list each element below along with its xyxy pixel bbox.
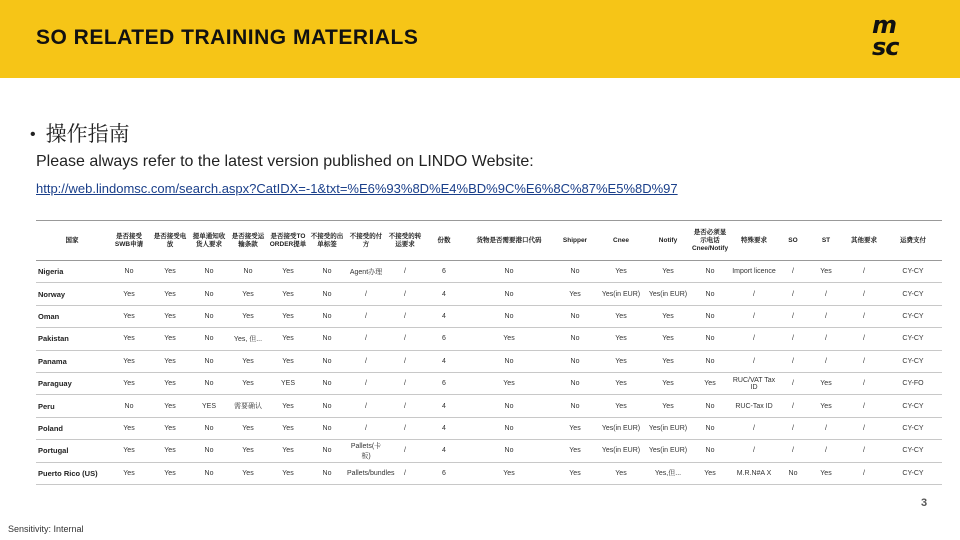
table-cell: 4: [424, 395, 464, 417]
table-cell: /: [778, 305, 808, 327]
table-cell: Yes: [646, 305, 690, 327]
table-row: [36, 462, 942, 484]
table-cell: Yes: [464, 328, 554, 350]
column-header: 国家: [36, 221, 108, 261]
table-cell: /: [730, 440, 778, 462]
table-cell: YES: [190, 395, 228, 417]
table-row: [36, 328, 942, 350]
table-cell: /: [386, 462, 424, 484]
table-cell: No: [778, 462, 808, 484]
table-cell: CY-CY: [884, 462, 942, 484]
page-title: SO RELATED TRAINING MATERIALS: [36, 26, 419, 49]
column-header: Cnee: [596, 221, 646, 261]
table-cell: M.R.N#A X: [730, 462, 778, 484]
table-cell: 6: [424, 261, 464, 283]
table-cell: /: [778, 440, 808, 462]
table-cell: /: [808, 350, 844, 372]
table-cell: /: [346, 395, 386, 417]
table-cell: No: [308, 395, 346, 417]
table-cell: Yes: [108, 462, 150, 484]
table-cell: /: [844, 328, 884, 350]
table-cell: Yes: [228, 372, 268, 394]
table-cell: Yes: [268, 305, 308, 327]
table-cell: Yes: [646, 261, 690, 283]
table-cell: /: [346, 350, 386, 372]
table-cell: CY-CY: [884, 395, 942, 417]
table-cell: CY-CY: [884, 328, 942, 350]
table-cell: Import licence: [730, 261, 778, 283]
table-cell: /: [386, 305, 424, 327]
table-cell: /: [778, 417, 808, 439]
column-header: 是否接受运输条款: [228, 221, 268, 261]
table-row: [36, 372, 942, 394]
table-cell: /: [346, 305, 386, 327]
intro-text: Please always refer to the latest version published on LINDO Website:: [36, 153, 534, 170]
table-cell: Yes: [108, 305, 150, 327]
table-cell: /: [778, 350, 808, 372]
table-cell: Yes: [596, 305, 646, 327]
table-cell: Yes: [228, 417, 268, 439]
table-cell: No: [190, 261, 228, 283]
table-cell: Yes(in EUR): [646, 417, 690, 439]
table-cell: YES: [268, 372, 308, 394]
lindo-website-link[interactable]: http://web.lindomsc.com/search.aspx?CatIDX=-1&txt=%E6%93%8D%E4%BD%9C%E6%8C%87%E5%8D%97: [36, 181, 678, 196]
table-cell: No: [308, 462, 346, 484]
table-cell: /: [730, 350, 778, 372]
table-cell: 4: [424, 440, 464, 462]
table-cell: 4: [424, 305, 464, 327]
table-cell: /: [808, 328, 844, 350]
table-cell: No: [108, 395, 150, 417]
table-cell: 6: [424, 372, 464, 394]
table-cell: No: [464, 305, 554, 327]
table-cell: /: [730, 305, 778, 327]
country-cell: Nigeria: [36, 261, 108, 283]
table-cell: 需要确认: [228, 395, 268, 417]
table-cell: CY-FO: [884, 372, 942, 394]
table-row: [36, 395, 942, 417]
country-cell: Panama: [36, 350, 108, 372]
table-cell: Yes: [268, 440, 308, 462]
table-row: [36, 283, 942, 305]
logo-line-2: sc: [872, 33, 899, 61]
table-cell: Yes: [150, 462, 190, 484]
table-cell: /: [730, 283, 778, 305]
table-cell: /: [346, 328, 386, 350]
column-header: 货物是否需要港口代码: [464, 221, 554, 261]
column-header: 提单通知收货人要求: [190, 221, 228, 261]
table-cell: Yes: [150, 328, 190, 350]
table-cell: Pallets/bundles: [346, 462, 386, 484]
table-cell: Yes: [554, 462, 596, 484]
table-cell: Yes: [228, 440, 268, 462]
table-cell: No: [190, 440, 228, 462]
table-cell: No: [190, 328, 228, 350]
table-cell: Yes: [108, 350, 150, 372]
table-cell: /: [808, 417, 844, 439]
table-cell: Yes: [108, 417, 150, 439]
table-cell: /: [386, 395, 424, 417]
table-cell: 6: [424, 462, 464, 484]
country-cell: Norway: [36, 283, 108, 305]
table-cell: /: [346, 283, 386, 305]
table-cell: Yes: [108, 372, 150, 394]
table-cell: Yes(in EUR): [596, 440, 646, 462]
table-row: [36, 305, 942, 327]
table-cell: No: [190, 372, 228, 394]
table-cell: No: [690, 440, 730, 462]
table-cell: No: [554, 395, 596, 417]
table-cell: /: [844, 440, 884, 462]
table-cell: No: [690, 261, 730, 283]
table-cell: CY-CY: [884, 440, 942, 462]
table-cell: Yes(in EUR): [596, 417, 646, 439]
table-cell: No: [190, 417, 228, 439]
table-cell: No: [690, 417, 730, 439]
table-cell: Yes: [690, 462, 730, 484]
table-cell: Yes, 但...: [228, 328, 268, 350]
table-cell: No: [108, 261, 150, 283]
table-row: [36, 440, 942, 462]
table-header-row: [36, 221, 942, 261]
table-cell: Yes: [150, 283, 190, 305]
table-cell: No: [190, 350, 228, 372]
table-cell: /: [386, 417, 424, 439]
column-header: 是否必须显示电话Cnee/Notify: [690, 221, 730, 261]
table-cell: No: [308, 305, 346, 327]
table-cell: No: [464, 440, 554, 462]
table-cell: /: [844, 462, 884, 484]
table-cell: /: [386, 372, 424, 394]
table-cell: 4: [424, 417, 464, 439]
table-cell: Yes(in EUR): [596, 283, 646, 305]
table-cell: Yes: [268, 417, 308, 439]
table-cell: No: [464, 417, 554, 439]
table-cell: Yes: [150, 305, 190, 327]
table-cell: No: [464, 261, 554, 283]
table-cell: /: [346, 417, 386, 439]
country-cell: Paraguay: [36, 372, 108, 394]
table-cell: Yes: [596, 328, 646, 350]
table-row: [36, 261, 942, 283]
table-cell: /: [844, 417, 884, 439]
column-header: ST: [808, 221, 844, 261]
table-cell: Yes: [596, 350, 646, 372]
table-cell: Yes: [150, 372, 190, 394]
table-cell: /: [730, 328, 778, 350]
table-cell: Yes: [268, 395, 308, 417]
table-cell: /: [386, 261, 424, 283]
table-cell: Yes: [228, 350, 268, 372]
table-cell: Yes: [228, 283, 268, 305]
bullet-dot-icon: •: [30, 126, 36, 144]
table-cell: 4: [424, 350, 464, 372]
table-cell: CY-CY: [884, 305, 942, 327]
column-header: Notify: [646, 221, 690, 261]
table-cell: /: [844, 372, 884, 394]
table-cell: /: [844, 283, 884, 305]
sensitivity-label: Sensitivity: Internal: [8, 524, 84, 534]
column-header: 是否接受电放: [150, 221, 190, 261]
table-cell: /: [808, 440, 844, 462]
table-cell: No: [554, 350, 596, 372]
table-cell: Pallets(卡板): [346, 440, 386, 462]
country-cell: Poland: [36, 417, 108, 439]
table-cell: No: [308, 328, 346, 350]
table-row: [36, 350, 942, 372]
table-cell: No: [308, 261, 346, 283]
table-cell: No: [690, 283, 730, 305]
table-cell: RUC/VAT Tax ID: [730, 372, 778, 394]
country-cell: Puerto Rico (US): [36, 462, 108, 484]
table-cell: Yes: [150, 395, 190, 417]
table-cell: Yes: [464, 372, 554, 394]
column-header: Shipper: [554, 221, 596, 261]
table-cell: Yes: [108, 283, 150, 305]
column-header: 份数: [424, 221, 464, 261]
column-header: SO: [778, 221, 808, 261]
table-cell: Yes: [596, 462, 646, 484]
bullet-title: 操作指南: [45, 123, 130, 146]
table-cell: No: [690, 395, 730, 417]
country-cell: Portugal: [36, 440, 108, 462]
table-cell: Yes: [646, 328, 690, 350]
column-header: 不接受的转运要求: [386, 221, 424, 261]
column-header: 不接受的出单标签: [308, 221, 346, 261]
country-cell: Oman: [36, 305, 108, 327]
column-header: 特殊要求: [730, 221, 778, 261]
table-cell: Yes: [646, 350, 690, 372]
table-cell: Yes: [646, 372, 690, 394]
table-cell: 4: [424, 283, 464, 305]
table-cell: Yes: [268, 261, 308, 283]
table-cell: No: [308, 440, 346, 462]
table-cell: Yes(in EUR): [646, 283, 690, 305]
table-cell: No: [690, 328, 730, 350]
column-header: 其他要求: [844, 221, 884, 261]
table-cell: Yes: [150, 417, 190, 439]
requirements-table-image: [36, 220, 946, 490]
table-cell: Yes: [150, 440, 190, 462]
country-cell: Peru: [36, 395, 108, 417]
country-cell: Pakistan: [36, 328, 108, 350]
table-cell: /: [778, 283, 808, 305]
table-cell: CY-CY: [884, 261, 942, 283]
table-cell: Yes: [808, 372, 844, 394]
table-cell: 6: [424, 328, 464, 350]
column-header: 运费支付: [884, 221, 942, 261]
table-cell: /: [844, 350, 884, 372]
table-cell: /: [808, 283, 844, 305]
table-cell: /: [844, 305, 884, 327]
column-header: 是否接受TO ORDER提单: [268, 221, 308, 261]
table-cell: Yes: [268, 462, 308, 484]
table-cell: No: [554, 261, 596, 283]
table-cell: No: [690, 350, 730, 372]
table-cell: No: [554, 372, 596, 394]
table-cell: Yes: [808, 462, 844, 484]
msc-logo: [872, 11, 922, 62]
table-cell: No: [308, 417, 346, 439]
table-cell: No: [554, 305, 596, 327]
table-cell: No: [190, 462, 228, 484]
table-cell: Yes: [554, 283, 596, 305]
table-cell: /: [386, 283, 424, 305]
table-cell: No: [464, 395, 554, 417]
table-cell: Agent办理: [346, 261, 386, 283]
table-cell: No: [190, 305, 228, 327]
table-cell: /: [778, 261, 808, 283]
table-cell: /: [346, 372, 386, 394]
table-cell: /: [778, 372, 808, 394]
table-cell: No: [554, 328, 596, 350]
table-row: [36, 417, 942, 439]
table-cell: No: [190, 283, 228, 305]
table-cell: RUC-Tax ID: [730, 395, 778, 417]
table-cell: /: [730, 417, 778, 439]
page-number: 3: [921, 497, 928, 509]
table-cell: Yes: [554, 417, 596, 439]
table-cell: Yes,但...: [646, 462, 690, 484]
table-cell: No: [308, 283, 346, 305]
table-cell: Yes: [150, 261, 190, 283]
section-bullet: [30, 118, 130, 148]
table-cell: Yes: [228, 305, 268, 327]
table-cell: Yes: [808, 395, 844, 417]
requirements-table: [36, 220, 942, 485]
table-cell: Yes: [596, 261, 646, 283]
table-cell: Yes: [150, 350, 190, 372]
table-cell: CY-CY: [884, 417, 942, 439]
logo-line-1: m: [872, 11, 897, 39]
table-cell: /: [386, 350, 424, 372]
table-cell: Yes: [268, 328, 308, 350]
table-cell: Yes: [268, 350, 308, 372]
table-cell: No: [308, 372, 346, 394]
table-cell: No: [464, 350, 554, 372]
table-cell: Yes: [596, 395, 646, 417]
table-cell: /: [386, 328, 424, 350]
table-cell: Yes: [108, 328, 150, 350]
table-cell: /: [386, 440, 424, 462]
table-cell: Yes: [596, 372, 646, 394]
table-body: [36, 261, 942, 485]
table-cell: Yes: [228, 462, 268, 484]
table-cell: No: [228, 261, 268, 283]
column-header: 不接受的付方: [346, 221, 386, 261]
table-cell: /: [778, 328, 808, 350]
table-cell: /: [808, 305, 844, 327]
table-cell: No: [690, 305, 730, 327]
table-cell: Yes: [268, 283, 308, 305]
table-cell: CY-CY: [884, 283, 942, 305]
table-cell: Yes: [690, 372, 730, 394]
table-cell: Yes: [464, 462, 554, 484]
table-cell: No: [464, 283, 554, 305]
table-cell: CY-CY: [884, 350, 942, 372]
table-cell: Yes: [108, 440, 150, 462]
table-cell: Yes: [646, 395, 690, 417]
table-cell: /: [844, 261, 884, 283]
table-cell: No: [308, 350, 346, 372]
table-cell: Yes: [554, 440, 596, 462]
table-cell: Yes: [808, 261, 844, 283]
column-header: 是否接受SWB申请: [108, 221, 150, 261]
table-cell: Yes(in EUR): [646, 440, 690, 462]
table-cell: /: [778, 395, 808, 417]
table-cell: /: [844, 395, 884, 417]
